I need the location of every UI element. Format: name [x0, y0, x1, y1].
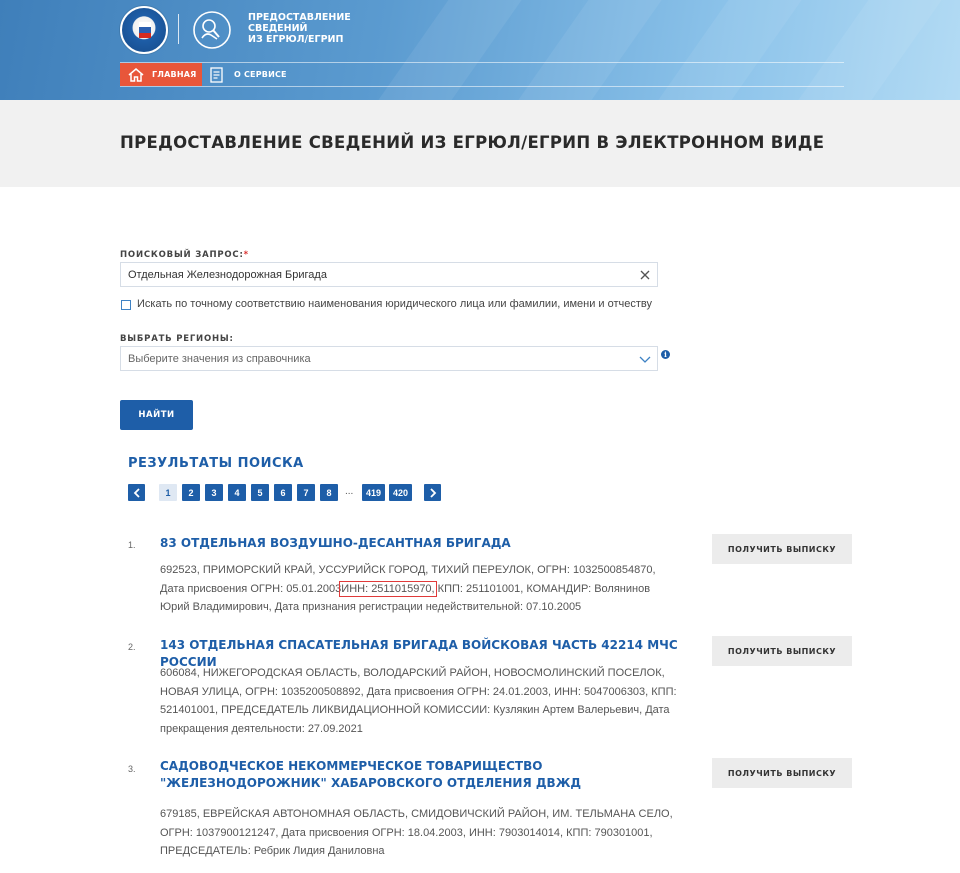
page-button[interactable]: 7 [297, 484, 315, 501]
result-number: 1. [128, 540, 136, 550]
search-label-text: ПОИСКОВЫЙ ЗАПРОС: [120, 250, 244, 260]
page-button[interactable]: 3 [205, 484, 223, 501]
page-button[interactable]: 1 [159, 484, 177, 501]
home-icon [128, 68, 144, 82]
result-number: 2. [128, 642, 136, 652]
regions-label: ВЫБРАТЬ РЕГИОНЫ: [120, 334, 234, 344]
nav-about-label: О СЕРВИСЕ [234, 70, 287, 79]
search-input-value: Отдельная Железнодорожная Бригада [128, 269, 327, 281]
inn-highlight: ИНН: 2511015970, [341, 582, 435, 595]
title-band [0, 100, 960, 187]
get-extract-button[interactable]: ПОЛУЧИТЬ ВЫПИСКУ [712, 758, 852, 788]
find-button[interactable]: НАЙТИ [120, 400, 193, 430]
result-details-text: 692523, ПРИМОРСКИЙ КРАЙ, УССУРИЙСК ГОРОД, ТИХИЙ ПЕРЕУЛОК, ОГРН: 1032500854870, Дата присвоения ОГРН: 05.01.2003 [160, 564, 656, 595]
nav-divider [120, 86, 844, 87]
chevron-right-icon [429, 488, 437, 498]
regions-placeholder: Выберите значения из справочника [128, 353, 311, 365]
next-page-button[interactable] [424, 484, 441, 501]
chevron-left-icon [133, 488, 141, 498]
result-details: 606084, НИЖЕГОРОДСКАЯ ОБЛАСТЬ, ВОЛОДАРСКИЙ РАЙОН, НОВОСМОЛИНСКИЙ ПОСЕЛОК, НОВАЯ УЛИЦА, ОГРН: 1035200508892, Дата присвоения ОГРН: 24.01.2003, ИНН: 5047006303, КПП: 521401001, ПРЕДСЕДАТЕЛЬ ЛИКВИДАЦИОННОЙ КОМИССИИ: Кузлякин Артем Валерьевич, Дата прекращения деятельности: 27.09.2021 [160, 667, 677, 735]
fns-logo-icon[interactable] [120, 6, 168, 54]
info-icon[interactable]: i [661, 350, 670, 359]
regions-select[interactable] [120, 346, 658, 371]
service-search-icon [192, 10, 232, 50]
page-button[interactable]: 4 [228, 484, 246, 501]
nav-about[interactable] [210, 63, 287, 86]
page-button[interactable]: 420 [389, 484, 412, 501]
page-button[interactable]: 8 [320, 484, 338, 501]
page-button[interactable]: 2 [182, 484, 200, 501]
result-number: 3. [128, 764, 136, 774]
result-details: 679185, ЕВРЕЙСКАЯ АВТОНОМНАЯ ОБЛАСТЬ, СМИДОВИЧСКИЙ РАЙОН, ИМ. ТЕЛЬМАНА СЕЛО, ОГРН: 1037900121247, Дата присвоения ОГРН: 18.04.2003, ИНН: 7903014014, КПП: 790301001, ПРЕДСЕДАТЕЛЬ: Ребрик Лидия Даниловна [160, 808, 673, 858]
search-label [120, 250, 249, 260]
document-icon [210, 67, 224, 83]
nav-home[interactable] [120, 63, 202, 86]
service-title [248, 12, 378, 45]
exact-match-checkbox[interactable] [121, 300, 131, 310]
prev-page-button[interactable] [128, 484, 145, 501]
result-details [160, 561, 680, 617]
page-button[interactable]: 419 [362, 484, 385, 501]
nav-home-label: ГЛАВНАЯ [152, 70, 197, 79]
flag-icon [139, 22, 151, 38]
site-header [0, 0, 960, 100]
page-title: ПРЕДОСТАВЛЕНИЕ СВЕДЕНИЙ ИЗ ЕГРЮЛ/ЕГРИП В ЭЛЕКТРОННОМ ВИДЕ [120, 133, 825, 152]
result-title-link[interactable]: САДОВОДЧЕСКОЕ НЕКОММЕРЧЕСКОЕ ТОВАРИЩЕСТВО "ЖЕЛЕЗНОДОРОЖНИК" ХАБАРОВСКОГО ОТДЕЛЕНИЯ ДВЖД [160, 759, 582, 790]
chevron-down-icon[interactable] [639, 354, 651, 364]
clear-icon[interactable] [639, 269, 651, 281]
required-mark: * [243, 250, 249, 260]
result-title-link[interactable]: 83 ОТДЕЛЬНАЯ ВОЗДУШНО-ДЕСАНТНАЯ БРИГАДА [160, 536, 511, 550]
exact-match-label[interactable]: Искать по точному соответствию наименования юридического лица или фамилии, имени и отчеству [137, 298, 653, 310]
results-title: РЕЗУЛЬТАТЫ ПОИСКА [128, 456, 304, 471]
get-extract-button[interactable]: ПОЛУЧИТЬ ВЫПИСКУ [712, 636, 852, 666]
search-input[interactable] [120, 262, 658, 287]
pagination-ellipsis: ... [345, 486, 354, 497]
get-extract-button[interactable]: ПОЛУЧИТЬ ВЫПИСКУ [712, 534, 852, 564]
page-button[interactable]: 5 [251, 484, 269, 501]
service-title-line: ИЗ ЕГРЮЛ/ЕГРИП [248, 34, 344, 45]
service-title-line: ПРЕДОСТАВЛЕНИЕ [248, 12, 351, 23]
result-details-text: КПП: 251101001, КОМАНДИР: Волянинов Юрий Владимирович, Дата признания регистрации недействительной: 07.10.2005 [160, 582, 651, 614]
logo-divider [178, 14, 179, 44]
page-button[interactable]: 6 [274, 484, 292, 501]
result-title-link[interactable]: 143 ОТДЕЛЬНАЯ СПАСАТЕЛЬНАЯ БРИГАДА ВОЙСКОВАЯ ЧАСТЬ 42214 МЧС РОССИИ [160, 638, 678, 669]
service-title-line: СВЕДЕНИЙ [248, 23, 308, 34]
